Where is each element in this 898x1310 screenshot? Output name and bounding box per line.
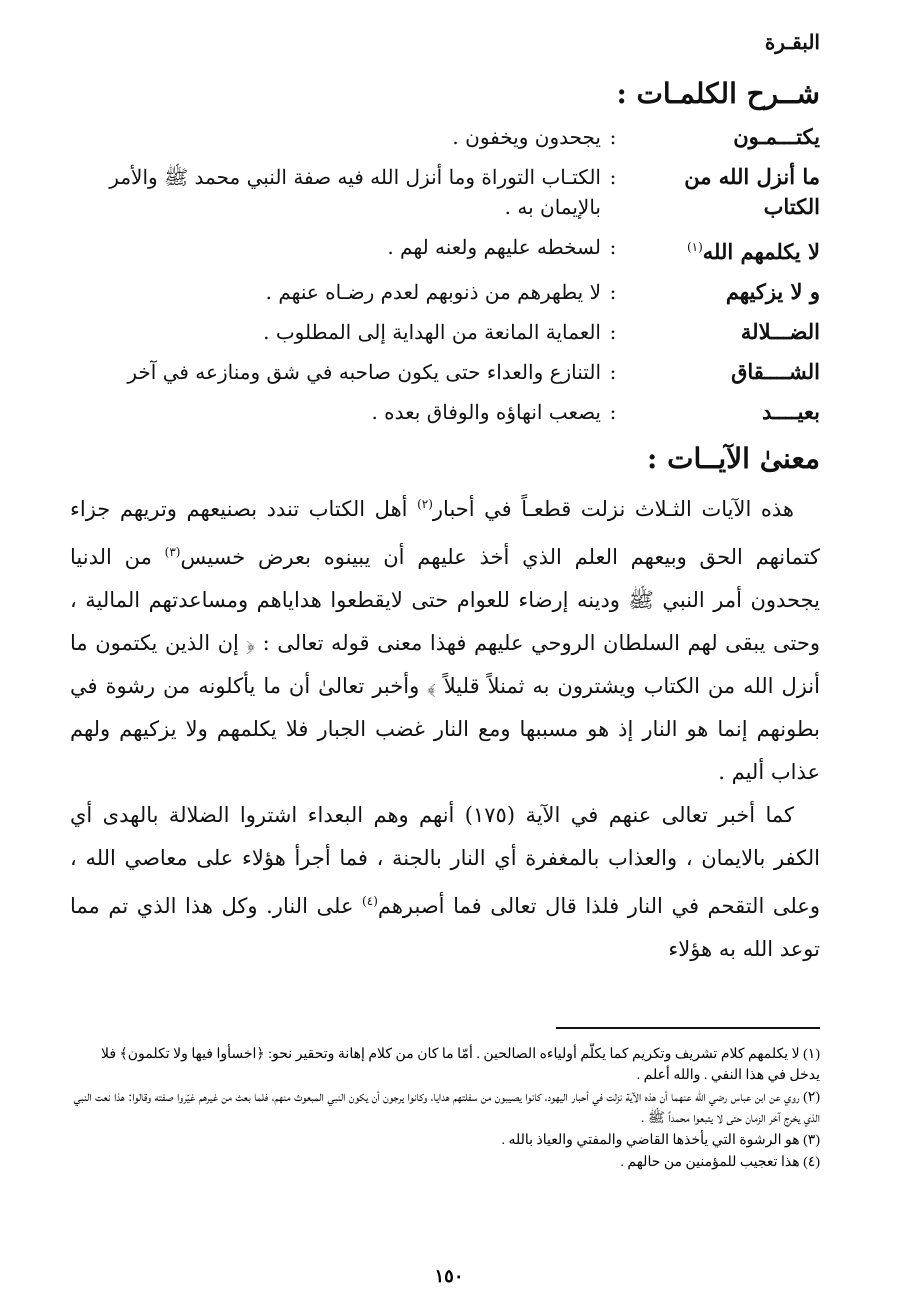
glossary-definition: يجحدون ويخفون . (452, 125, 601, 149)
glossary-row (70, 228, 820, 273)
footnote: (٢) روي عن ابن عباس رضي الله عنهما أن هذه الآية نزلت في أحبار اليهود، كانوا يصيبون من سفلتهم هدايا، وكانوا يرجون أن يكون النبي المبعوث منهم، فلما بعث من غيرهم غيّروا صفته وقالوا: هذا نعت النبي الذي يخرج آخر الزمان حتى لا يتبعوا محمداً ﷺ . (73, 1090, 820, 1126)
footnote-ref[interactable]: (٤) (362, 894, 378, 908)
glossary-term: يكتـــمـون (733, 124, 820, 149)
footnotes (70, 1044, 820, 1174)
glossary-definition: لسخطه عليهم ولعنه لهم . (387, 235, 601, 259)
glossary-term: ما أنزل الله من الكتاب (684, 164, 820, 219)
glossary-colon: : (609, 280, 617, 304)
glossary-row (70, 393, 820, 433)
glossary-term: و لا يزكيهم (725, 279, 820, 304)
glossary-definition: العماية المانعة من الهداية إلى المطلوب . (263, 320, 601, 344)
glossary-heading: شــرح الكلمـات : (616, 77, 820, 110)
glossary-definition: التنازع والعداء حتى يكون صاحبه في شق ومنازعه في آخر (127, 360, 601, 384)
glossary-colon: : (609, 235, 617, 259)
page-number: ١٥٠ (434, 1266, 464, 1286)
meaning-heading: معنىٰ الآيــات : (647, 442, 820, 475)
glossary-definition: لا يطهرهم من ذنوبهم لعدم رضـاه عنهم . (265, 280, 601, 304)
meaning-paragraph: كما أخبر تعالى عنهم في الآية (١٧٥) أنهم وهم البعداء اشتروا الضلالة بالهدى أي الكفر بالايمان ، والعذاب بالمغفرة أي النار بالجنة ، فما أجرأ هؤلاء على معاصي الله ، وعلى التقحم في النار فلذا قال تعالى فما أصبرهم$^{(٤)}$ على النار. وكل هذا الذي تم مما توعد الله به هؤلاء (70, 803, 820, 961)
glossary-row (70, 118, 820, 158)
footnote: (١) لا يكلمهم كلام تشريف وتكريم كما يكلّم أولياءه الصالحين . أمّا ما كان من كلام إهانة وتحقير نحو: ﴿اخسأوا فيها ولا تكلمون﴾ فلا يدخل في هذا النفي . والله أعلم . (100, 1047, 820, 1083)
glossary-colon: : (609, 320, 617, 344)
glossary-colon: : (609, 165, 617, 189)
footnote-divider (556, 1027, 820, 1029)
glossary-term: لا يكلمهم الله$^{(١)}$ (686, 239, 820, 264)
glossary-colon: : (609, 360, 617, 384)
glossary-definition: الكتـاب التوراة وما أنزل الله فيه صفة النبي محمد ﷺ والأمر بالإيمان به . (109, 165, 601, 219)
glossary-term: الشــــقاق (731, 359, 820, 384)
footnote-ref[interactable]: (١) (686, 240, 703, 254)
glossary-table (70, 118, 820, 433)
glossary-row (70, 273, 820, 313)
footnote: (٣) هو الرشوة التي يأخذها القاضي والمفتي والعياذ بالله . (501, 1133, 820, 1148)
glossary-definition: يصعب انهاؤه والوفاق بعده . (371, 400, 601, 424)
running-title: البقـرة (764, 30, 820, 54)
meaning-paragraph: هذه الآيات الثـلاث نزلت قطعـاً في أحبار$^{(٢)}$ أهل الكتاب تندد بصنيعهم وتريهم جزاء كتمانهم الحق وبيعهم العلم الذي أخذ عليهم أن يبينوه بعرض خسيس$^{(٣)}$ من الدنيا يجحدون أمر النبي ﷺ ودينه إرضاء للعوام حتى لايقطعوا هداياهم ومساعدتهم المالية ، وحتى يبقى لهم السلطان الروحي عليهم فهذا معنى قوله تعالى : ﴿ إن الذين يكتمون ما أنزل الله من الكتاب ويشترون به ثمنلاً قليلاً ﴾ وأخبر تعالىٰ أن ما يأكلونه من رشوة في بطونهم إنما هو النار إذ هو مسببها ومع النار غضب الجبار فلا يكلمهم ولا يزكيهم ولهم عذاب أليم . (70, 497, 821, 784)
glossary-row (70, 158, 820, 228)
glossary-row (70, 313, 820, 353)
footnote-ref[interactable]: (٢) (417, 497, 433, 511)
glossary-term: الضـــلالة (740, 319, 820, 344)
glossary-term: بعيــــد (762, 399, 820, 424)
footnote: (٤) هذا تعجيب للمؤمنين من حالهم . (620, 1155, 820, 1170)
glossary-row (70, 353, 820, 393)
glossary-colon: : (609, 400, 617, 424)
footnote-ref[interactable]: (٣) (164, 545, 181, 559)
glossary-colon: : (609, 125, 617, 149)
